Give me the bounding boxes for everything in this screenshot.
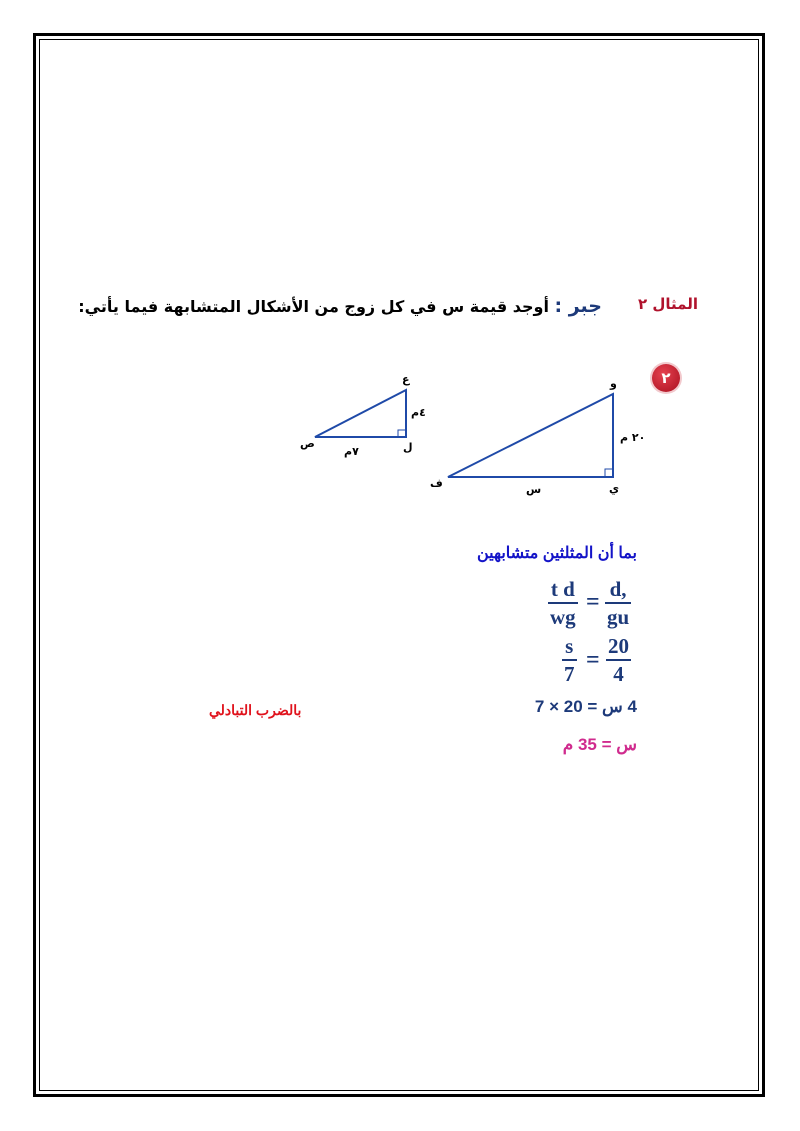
large-triangle xyxy=(448,394,613,477)
fraction-bar xyxy=(548,602,578,604)
ratio1-left-fraction xyxy=(548,577,578,629)
ratio2-right-numerator: 20 xyxy=(608,634,629,658)
ratio1-equals: = xyxy=(586,589,600,615)
final-answer: س = 35 م xyxy=(562,735,637,754)
fraction-bar xyxy=(562,659,577,661)
large-right-angle-mark xyxy=(605,469,613,477)
large-vertex-left: ف xyxy=(430,477,443,490)
cross-multiplication-equation: 4 س = 20 × 7 xyxy=(534,697,637,716)
small-side-base: ٧م xyxy=(344,445,359,458)
small-triangle xyxy=(315,390,406,437)
small-vertex-top: ع xyxy=(402,373,410,386)
cross-multiplication-note: بالضرب التبادلي xyxy=(209,702,302,718)
ratio2-left-fraction xyxy=(562,634,577,686)
ratio2-equals: = xyxy=(586,647,600,673)
large-side-base: س xyxy=(526,483,542,496)
ratio1-right-denominator: gu xyxy=(607,605,630,629)
small-vertex-right-angle: ل xyxy=(403,441,413,454)
ratio1-right-fraction xyxy=(605,577,631,629)
ratio2-left-denominator: 7 xyxy=(564,662,575,686)
statement-text: أوجد قيمة س في كل زوج من الأشكال المتشابهة فيما يأتي: xyxy=(78,297,549,316)
fraction-bar xyxy=(605,602,631,604)
large-side-vertical: ٢٠ م xyxy=(620,431,646,444)
small-vertex-left: ص xyxy=(300,437,315,450)
ratio2-right-fraction xyxy=(606,634,631,686)
large-vertex-right-angle: ي xyxy=(609,482,620,495)
fraction-bar xyxy=(606,659,631,661)
large-vertex-top: و xyxy=(610,377,617,390)
ratio2-right-denominator: 4 xyxy=(613,662,624,686)
similarity-statement: بما أن المثلثين متشابهين xyxy=(476,545,637,562)
ratio2-left-numerator: s xyxy=(565,634,574,658)
small-side-vertical: ٤م xyxy=(411,406,426,419)
example-label: المثال ٢ xyxy=(638,295,698,313)
ratio1-left-numerator: t d xyxy=(550,577,575,601)
subject-label: جبر : xyxy=(554,295,602,317)
ratio1-left-denominator: wg xyxy=(550,605,576,629)
ratio1-right-numerator: d, xyxy=(609,577,627,601)
small-right-angle-mark xyxy=(398,430,406,437)
problem-number-badge: ٢ xyxy=(652,364,680,392)
